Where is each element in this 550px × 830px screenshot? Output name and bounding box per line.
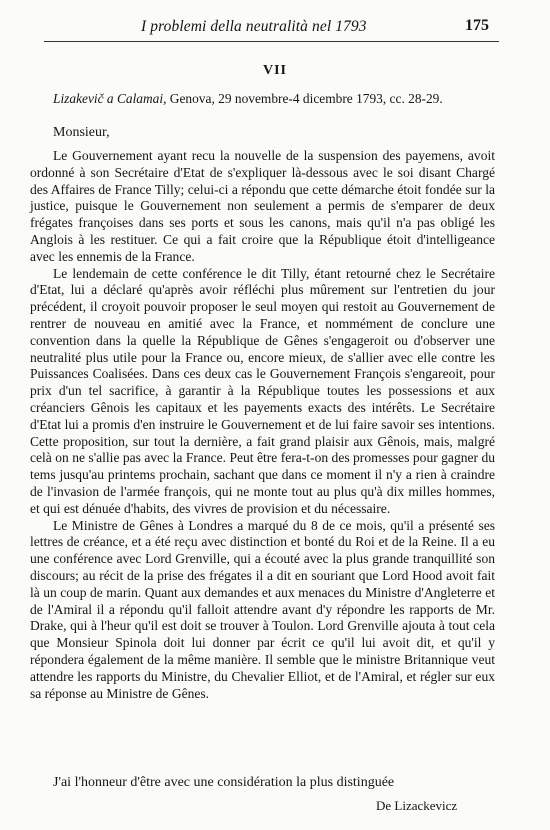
paragraph: Le lendemain de cette conférence le dit Tilly, étant retourné chez le Secrétaire d'Etat, lui a déclaré qu'après avoir réfléchi plus mûrement sur l'entretien du jour précédent, il croyoit pouvoir proposer le seul moyen qui restoit au Gouvernement de rentrer de nouveau en amitié avec la France, et nommément de conclure une convention dans la quelle la République de Gênes s'engageroit ou d'observer une neutralité plus utile pour la France ou, encore mieux, de s'allier avec elle contre les Puissances Coalisées. Dans ces deux cas le Gouvernement François s'engareoit, pour prix d'un tel sacrifice, à garantir à la République toutes les possessions et aux créanciers Gênois les capitaux et les payements exacts des intérêts. Le Secrétaire d'Etat lui a promis d'en instruire le Gouvernement et de lui faire savoir ses intentions. Cette proposition, sur tout la dernière, a fait grand plaisir aux Gênois, mais, malgré celà on ne s'allie pas avec la France. Peut être fera-t-on des promesses pour gagner du tems jusqu'au printems prochain, sachant que dans ce moment il n'y a rien à craindre de l'invasion de l'armée françois, qui ne monte tout au plus qu'à dix milles hommes, et qui est dénuée d'habits, des vivres de provision et du nécessaire. — [30, 265, 495, 516]
source-place-date: Genova, 29 novembre-4 dicembre 1793, cc. 28-29. — [169, 91, 443, 106]
document-source — [53, 91, 513, 107]
page-number: 175 — [465, 17, 489, 34]
header-rule — [44, 41, 499, 42]
page-header — [0, 14, 550, 38]
running-title: I problemi della neutralità nel 1793 — [141, 18, 367, 35]
letter-body — [30, 148, 495, 702]
closing-formula: J'ai l'honneur d'être avec une considération la plus distinguée — [53, 775, 395, 790]
salutation: Monsieur, — [53, 125, 110, 140]
source-author: Lizakevič a Calamai, — [53, 91, 167, 106]
section-number: VII — [262, 63, 287, 78]
signature: De Lizackevicz — [376, 798, 458, 813]
paragraph: Le Gouvernement ayant recu la nouvelle de la suspension des payemens, avoit ordonné à son Secrétaire d'Etat de s'expliquer là-dessous avec le soi disant Chargé des Affaires de France Tilly; celui-ci a répondu que cette démarche étoit fondée sur la justice, puisque le Gouvernement non seulement a permis de s'emparer de deux frégates françoises dans ses ports et sous les canons, mais qu'il n'a pas obligé les Anglois à les restituer. Ce qui a fait croire que la République étoit d'intelligeance avec les ennemis de la France. — [30, 148, 495, 264]
paragraph: Le Ministre de Gênes à Londres a marqué du 8 de ce mois, qu'il a présenté ses lettres de créance, et a été reçu avec distinction et bonté du Roi et de la Reine. Il a eu une conférence avec Lord Grenville, qui a écouté avec la plus grande tranquillité son discours; au récit de la prise des frégates il a dit en souriant que Lord Hood avoit fait là un coup de marin. Quant aux demandes et aux menaces du Ministre d'Angleterre et de l'Amiral il a répondu qu'il falloit attendre avant d'y répondre les rapports de Mr. Drake, qui à l'heur qu'il est doit se trouver à Toulon. Lord Grenville ajouta à tout cela que Monsieur Spinola doit lui donner par écrit ce qu'il lui avoit dit, et qu'il y répondera également de la même manière. Il semble que le ministre Britannique veut attendre les rapports du Ministre, du Chevalier Elliot, et de l'Amiral, et régler sur eux sa réponse au Ministre de Gênes. — [30, 517, 495, 701]
